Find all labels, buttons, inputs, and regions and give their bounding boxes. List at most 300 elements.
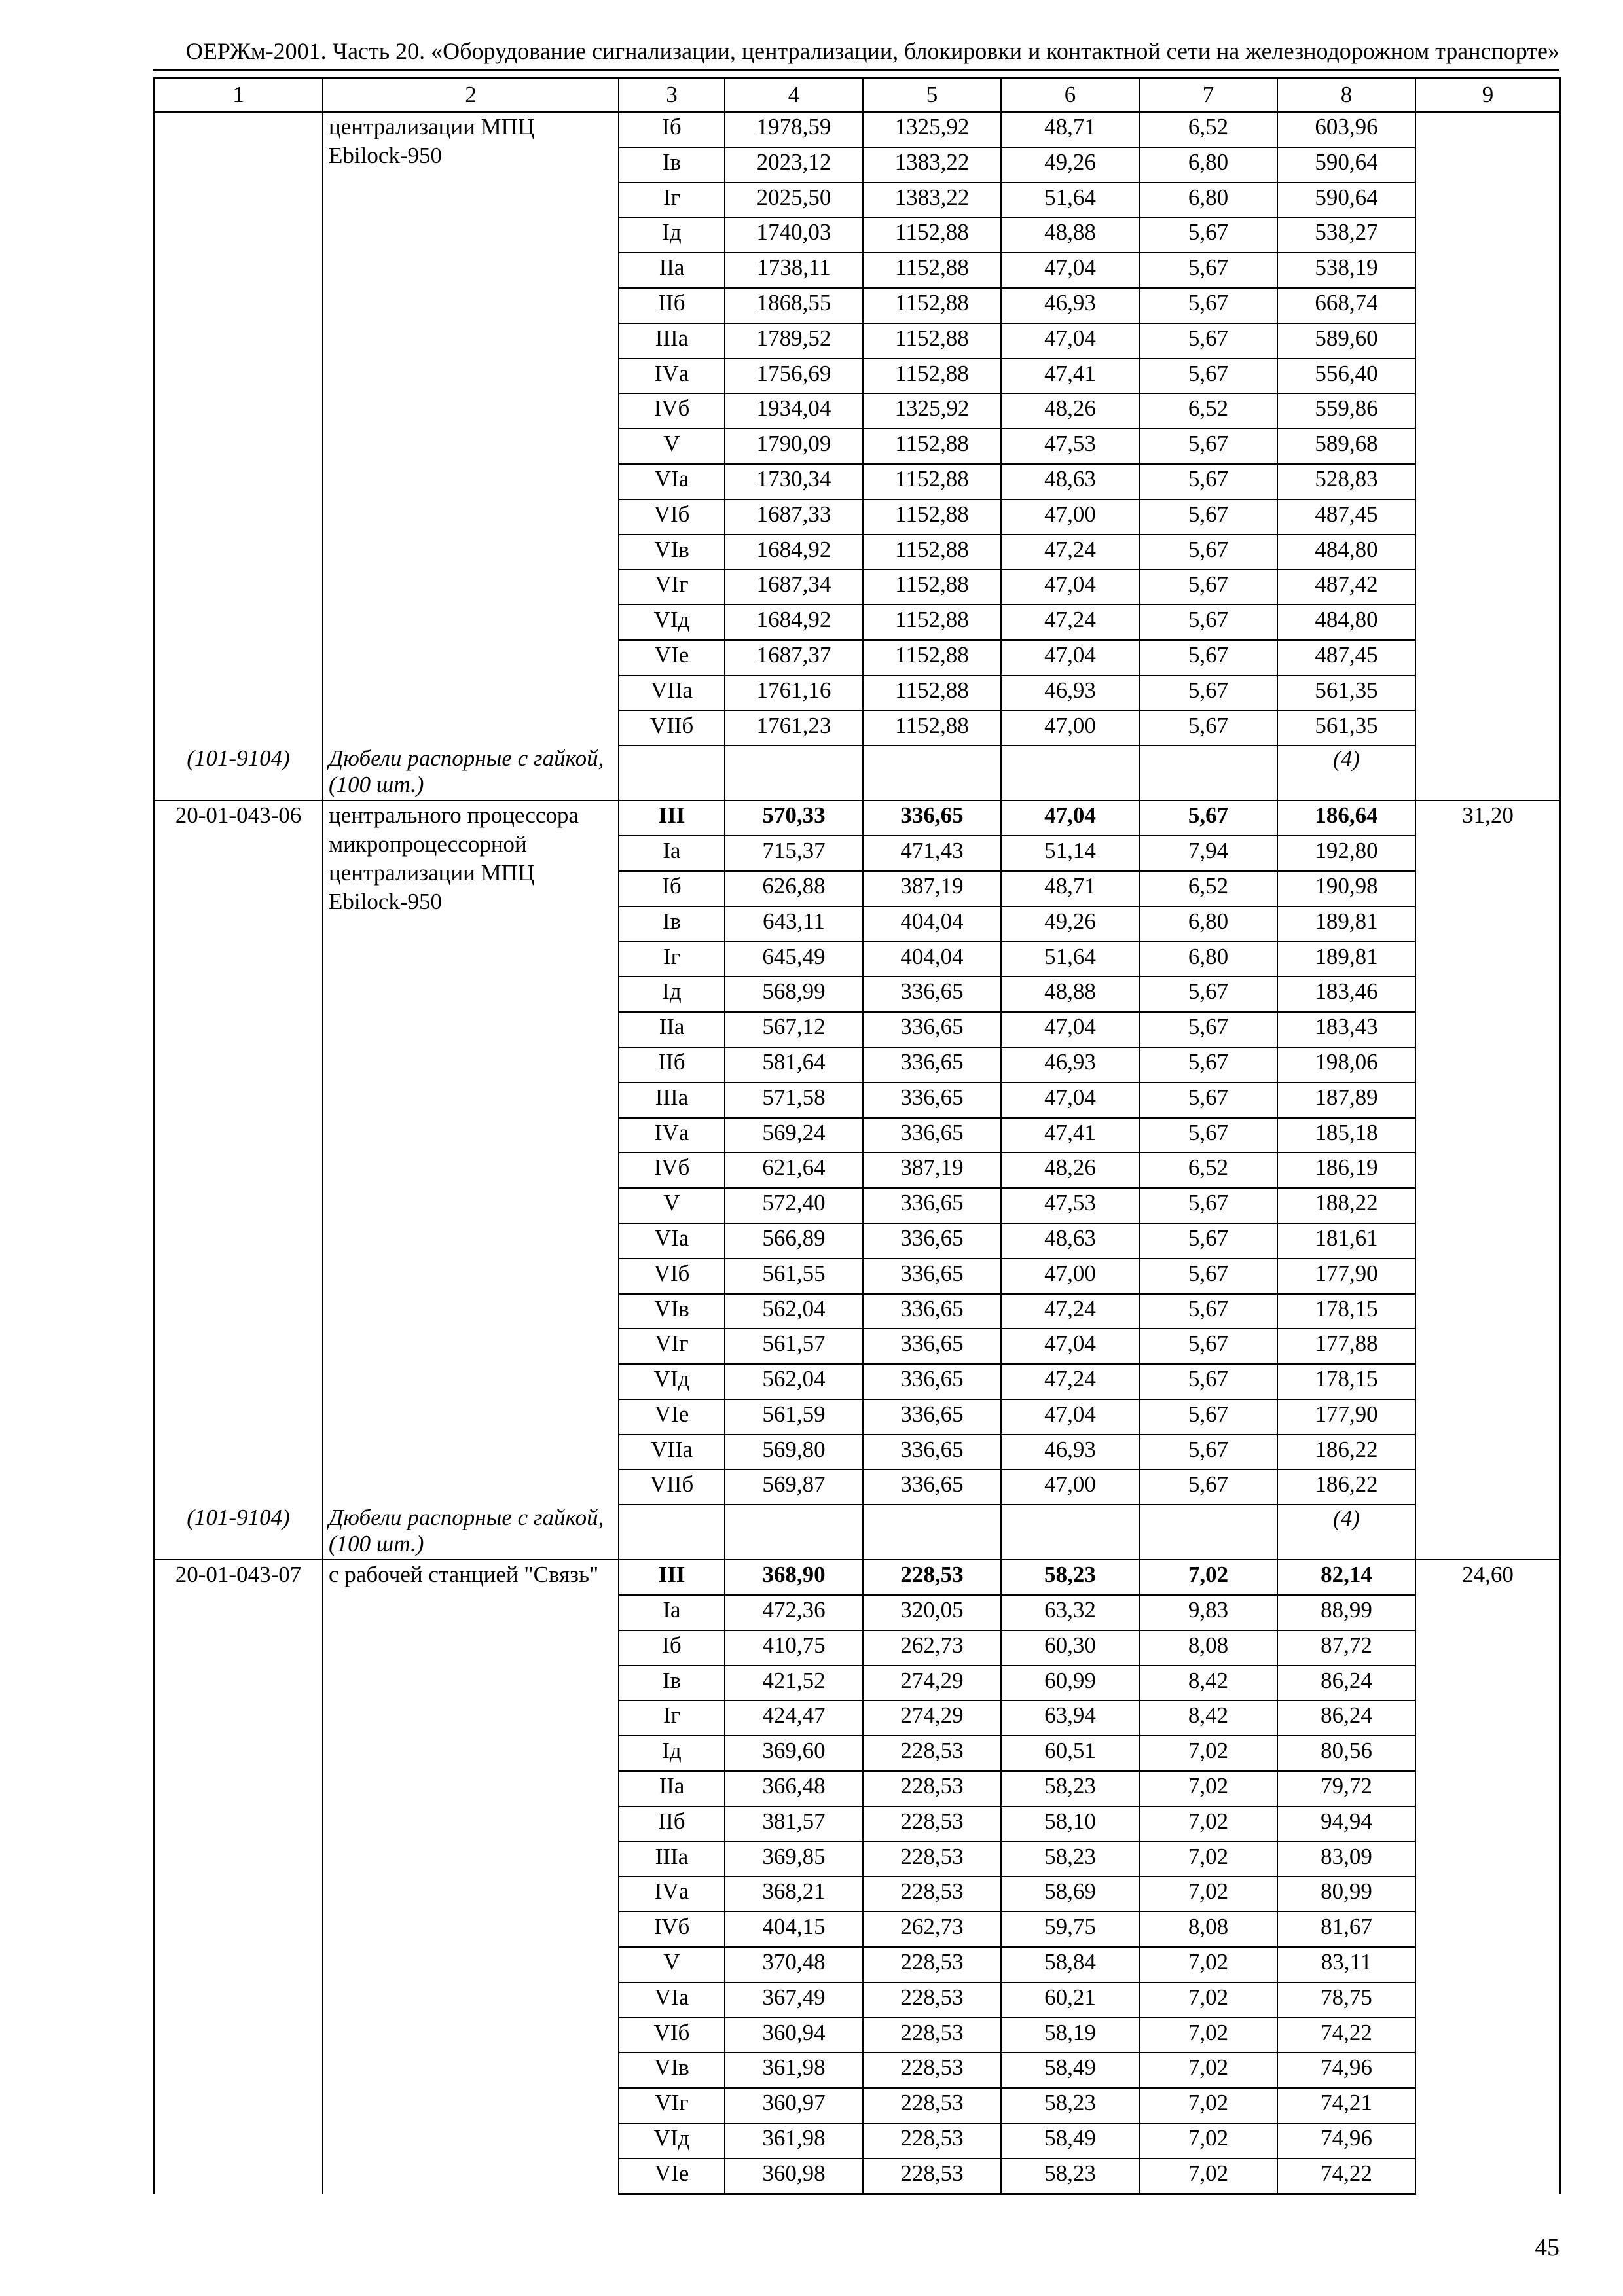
zone-cell: Iг	[619, 183, 725, 218]
value-cell: 5,67	[1139, 1223, 1277, 1259]
value-cell: 228,53	[863, 1842, 1001, 1877]
value-cell: 561,35	[1277, 711, 1415, 746]
value-cell: 74,96	[1277, 2123, 1415, 2159]
value-cell: 404,04	[863, 942, 1001, 977]
value-cell: 228,53	[863, 1806, 1001, 1842]
value-cell: 63,94	[1001, 1700, 1139, 1736]
zone-cell: VIа	[619, 1982, 725, 2018]
value-cell: 47,04	[1001, 1399, 1139, 1435]
value-cell: 49,26	[1001, 906, 1139, 942]
value-cell: 88,99	[1277, 1595, 1415, 1630]
value-cell: 1152,88	[863, 569, 1001, 605]
value-cell: 228,53	[863, 1947, 1001, 1982]
note-quantity: (4)	[1277, 1505, 1415, 1560]
value-cell: 228,53	[863, 1876, 1001, 1912]
value-cell: 47,00	[1001, 1469, 1139, 1505]
zone-cell: VIв	[619, 2053, 725, 2088]
value-cell: 5,67	[1139, 1083, 1277, 1118]
value-cell: 570,33	[725, 800, 863, 836]
zone-cell: IIа	[619, 1771, 725, 1806]
value-cell: 410,75	[725, 1630, 863, 1666]
value-cell: 1152,88	[863, 640, 1001, 675]
value-cell: 5,67	[1139, 1294, 1277, 1329]
value-cell: 228,53	[863, 2018, 1001, 2053]
zone-cell: VIд	[619, 605, 725, 640]
note-code: (101-9104)	[154, 745, 323, 800]
value-cell: 5,67	[1139, 499, 1277, 535]
value-cell: 188,22	[1277, 1188, 1415, 1223]
table-body	[154, 78, 1560, 2194]
value-cell: 60,30	[1001, 1630, 1139, 1666]
value-cell: 47,41	[1001, 1118, 1139, 1153]
value-cell: 58,23	[1001, 1771, 1139, 1806]
empty-cell	[1001, 745, 1139, 800]
value-cell: 51,64	[1001, 942, 1139, 977]
value-cell: 79,72	[1277, 1771, 1415, 1806]
value-cell: 5,67	[1139, 1012, 1277, 1047]
value-cell: 424,47	[725, 1700, 863, 1736]
value-cell: 5,67	[1139, 977, 1277, 1012]
value-cell: 645,49	[725, 942, 863, 977]
value-cell: 1934,04	[725, 393, 863, 429]
value-cell: 185,18	[1277, 1118, 1415, 1153]
zone-cell: V	[619, 1188, 725, 1223]
value-cell: 5,67	[1139, 253, 1277, 288]
value-cell: 178,15	[1277, 1364, 1415, 1399]
value-cell: 187,89	[1277, 1083, 1415, 1118]
empty-cell	[863, 745, 1001, 800]
zone-cell: VIг	[619, 569, 725, 605]
value-cell: 1730,34	[725, 464, 863, 499]
value-cell: 336,65	[863, 800, 1001, 836]
value-cell: 1868,55	[725, 288, 863, 323]
value-cell: 177,88	[1277, 1329, 1415, 1364]
value-cell: 1152,88	[863, 464, 1001, 499]
value-cell: 58,49	[1001, 2053, 1139, 2088]
value-cell: 381,57	[725, 1806, 863, 1842]
value-cell: 1325,92	[863, 393, 1001, 429]
zone-cell: VIд	[619, 2123, 725, 2159]
value-cell: 336,65	[863, 1469, 1001, 1505]
value-cell: 5,67	[1139, 1469, 1277, 1505]
item-name: центрального процессора микропроцессорной централизации МПЦ Ebilock-950	[323, 800, 619, 1505]
value-cell: 228,53	[863, 1560, 1001, 1595]
value-cell: 621,64	[725, 1153, 863, 1188]
value-cell: 569,80	[725, 1435, 863, 1470]
value-cell: 177,90	[1277, 1399, 1415, 1435]
value-cell: 60,99	[1001, 1666, 1139, 1701]
value-cell: 58,23	[1001, 2088, 1139, 2123]
value-cell: 74,96	[1277, 2053, 1415, 2088]
value-cell: 566,89	[725, 1223, 863, 1259]
column-number: 6	[1001, 78, 1139, 112]
value-cell: 7,02	[1139, 2088, 1277, 2123]
value-cell: 47,24	[1001, 605, 1139, 640]
value-cell: 274,29	[863, 1666, 1001, 1701]
value-cell: 58,23	[1001, 1842, 1139, 1877]
value-cell: 274,29	[863, 1700, 1001, 1736]
column-number: 3	[619, 78, 725, 112]
value-cell: 58,69	[1001, 1876, 1139, 1912]
value-cell: 6,52	[1139, 871, 1277, 906]
value-cell: 5,67	[1139, 711, 1277, 746]
zone-cell: Iа	[619, 836, 725, 871]
value-cell: 562,04	[725, 1294, 863, 1329]
value-cell: 58,19	[1001, 2018, 1139, 2053]
value-cell: 1152,88	[863, 323, 1001, 359]
value-cell: 48,71	[1001, 871, 1139, 906]
empty-cell	[619, 1505, 725, 1560]
zone-cell: VIе	[619, 2159, 725, 2194]
value-cell: 5,67	[1139, 1364, 1277, 1399]
zone-cell: IIIа	[619, 1842, 725, 1877]
value-cell: 562,04	[725, 1364, 863, 1399]
value-cell: 63,32	[1001, 1595, 1139, 1630]
value-cell: 5,67	[1139, 640, 1277, 675]
value-cell: 487,42	[1277, 569, 1415, 605]
value-cell: 715,37	[725, 836, 863, 871]
value-cell: 58,49	[1001, 2123, 1139, 2159]
zone-cell: V	[619, 429, 725, 464]
value-cell: 48,88	[1001, 977, 1139, 1012]
value-cell: 177,90	[1277, 1259, 1415, 1294]
value-cell: 228,53	[863, 1736, 1001, 1771]
zone-cell: VIг	[619, 2088, 725, 2123]
zone-cell: VIб	[619, 2018, 725, 2053]
value-cell: 6,80	[1139, 942, 1277, 977]
value-cell: 1687,33	[725, 499, 863, 535]
value-cell: 404,15	[725, 1912, 863, 1947]
value-cell: 86,24	[1277, 1666, 1415, 1701]
value-cell: 1761,23	[725, 711, 863, 746]
value-cell: 2023,12	[725, 147, 863, 183]
value-cell: 47,53	[1001, 1188, 1139, 1223]
value-cell: 7,02	[1139, 1771, 1277, 1806]
column-number: 5	[863, 78, 1001, 112]
value-cell: 8,42	[1139, 1666, 1277, 1701]
table-row	[154, 112, 1560, 147]
value-cell: 8,08	[1139, 1912, 1277, 1947]
value-cell: 82,14	[1277, 1560, 1415, 1595]
zone-cell: VIIб	[619, 711, 725, 746]
zone-cell: Iа	[619, 1595, 725, 1630]
value-cell: 86,24	[1277, 1700, 1415, 1736]
value-cell: 228,53	[863, 2159, 1001, 2194]
value-cell: 336,65	[863, 1435, 1001, 1470]
value-cell: 484,80	[1277, 605, 1415, 640]
value-cell: 1152,88	[863, 359, 1001, 394]
value-cell: 421,52	[725, 1666, 863, 1701]
zone-cell: VIв	[619, 535, 725, 570]
zone-cell: IVб	[619, 393, 725, 429]
value-cell: 336,65	[863, 1399, 1001, 1435]
value-cell: 484,80	[1277, 535, 1415, 570]
zone-cell: VIа	[619, 464, 725, 499]
zone-cell: VIе	[619, 1399, 725, 1435]
value-cell: 49,26	[1001, 147, 1139, 183]
value-cell: 228,53	[863, 2053, 1001, 2088]
value-cell: 228,53	[863, 2123, 1001, 2159]
running-header: ОЕРЖм-2001. Часть 20. «Оборудование сигнализации, централизации, блокировки и контактной сети на железнодорожном транспорте»	[153, 37, 1559, 71]
value-cell: 668,74	[1277, 288, 1415, 323]
value-cell: 472,36	[725, 1595, 863, 1630]
value-cell: 7,02	[1139, 1736, 1277, 1771]
value-cell: 189,81	[1277, 906, 1415, 942]
value-cell: 404,04	[863, 906, 1001, 942]
value-cell: 360,98	[725, 2159, 863, 2194]
value-cell: 589,60	[1277, 323, 1415, 359]
value-cell: 369,85	[725, 1842, 863, 1877]
value-cell: 581,64	[725, 1047, 863, 1083]
item-code: 20-01-043-07	[154, 1560, 323, 2193]
value-cell: 1978,59	[725, 112, 863, 147]
zone-cell: IIб	[619, 1047, 725, 1083]
value-cell: 6,52	[1139, 1153, 1277, 1188]
value-cell: 336,65	[863, 1118, 1001, 1153]
value-cell: 47,00	[1001, 499, 1139, 535]
value-cell: 228,53	[863, 2088, 1001, 2123]
value-cell: 5,67	[1139, 535, 1277, 570]
value-cell: 336,65	[863, 1083, 1001, 1118]
value-cell: 487,45	[1277, 499, 1415, 535]
value-cell: 1152,88	[863, 499, 1001, 535]
value-cell: 46,93	[1001, 288, 1139, 323]
value-cell: 1325,92	[863, 112, 1001, 147]
value-cell: 189,81	[1277, 942, 1415, 977]
item-code	[154, 112, 323, 745]
material-note-row	[154, 1505, 1560, 1560]
value-cell: 5,67	[1139, 1329, 1277, 1364]
value-cell: 361,98	[725, 2123, 863, 2159]
value-cell: 5,67	[1139, 1118, 1277, 1153]
empty-cell	[619, 745, 725, 800]
zone-cell: VIIа	[619, 675, 725, 711]
note-text: Дюбели распорные с гайкой, (100 шт.)	[323, 1505, 619, 1560]
value-cell: 528,83	[1277, 464, 1415, 499]
value-cell: 48,63	[1001, 464, 1139, 499]
zone-cell: IIб	[619, 1806, 725, 1842]
empty-cell	[725, 745, 863, 800]
value-cell: 87,72	[1277, 1630, 1415, 1666]
zone-cell: IVа	[619, 1118, 725, 1153]
value-cell: 6,80	[1139, 183, 1277, 218]
value-cell: 360,97	[725, 2088, 863, 2123]
value-cell: 336,65	[863, 1223, 1001, 1259]
value-cell: 5,67	[1139, 800, 1277, 836]
value-cell: 626,88	[725, 871, 863, 906]
empty-cell	[1139, 1505, 1277, 1560]
value-cell: 5,67	[1139, 359, 1277, 394]
value-cell: 48,26	[1001, 1153, 1139, 1188]
zone-cell: V	[619, 1947, 725, 1982]
value-cell: 336,65	[863, 1047, 1001, 1083]
value-cell: 1684,92	[725, 535, 863, 570]
value-cell: 186,64	[1277, 800, 1415, 836]
value-cell: 369,60	[725, 1736, 863, 1771]
value-cell: 571,58	[725, 1083, 863, 1118]
zone-cell: IIIа	[619, 323, 725, 359]
value-cell: 262,73	[863, 1630, 1001, 1666]
value-cell: 603,96	[1277, 112, 1415, 147]
zone-cell: VIг	[619, 1329, 725, 1364]
value-cell: 336,65	[863, 1329, 1001, 1364]
value-cell: 183,46	[1277, 977, 1415, 1012]
value-cell: 1684,92	[725, 605, 863, 640]
zone-cell: IIа	[619, 1012, 725, 1047]
note-quantity: (4)	[1277, 745, 1415, 800]
value-cell: 569,87	[725, 1469, 863, 1505]
value-cell: 1761,16	[725, 675, 863, 711]
value-cell: 47,04	[1001, 323, 1139, 359]
value-cell: 60,21	[1001, 1982, 1139, 2018]
value-cell: 47,24	[1001, 535, 1139, 570]
value-cell: 7,02	[1139, 2053, 1277, 2088]
value-cell: 47,00	[1001, 1259, 1139, 1294]
value-cell: 178,15	[1277, 1294, 1415, 1329]
value-cell: 186,22	[1277, 1469, 1415, 1505]
zone-cell: Iв	[619, 906, 725, 942]
column-number: 1	[154, 78, 323, 112]
empty-cell	[1001, 1505, 1139, 1560]
zone-cell: Iд	[619, 1736, 725, 1771]
value-cell: 228,53	[863, 1982, 1001, 2018]
item-name: централизации МПЦ Ebilock-950	[323, 112, 619, 745]
value-cell: 190,98	[1277, 871, 1415, 906]
value-cell: 58,23	[1001, 2159, 1139, 2194]
value-cell: 47,53	[1001, 429, 1139, 464]
zone-cell: VIIб	[619, 1469, 725, 1505]
value-cell: 5,67	[1139, 464, 1277, 499]
value-cell: 47,00	[1001, 711, 1139, 746]
value-cell: 47,04	[1001, 1329, 1139, 1364]
value-cell: 1152,88	[863, 253, 1001, 288]
value-cell: 487,45	[1277, 640, 1415, 675]
value-cell: 181,61	[1277, 1223, 1415, 1259]
value-cell: 320,05	[863, 1595, 1001, 1630]
value-cell: 368,21	[725, 1876, 863, 1912]
value-cell: 81,67	[1277, 1912, 1415, 1947]
value-cell: 47,04	[1001, 1083, 1139, 1118]
value-cell: 7,02	[1139, 1947, 1277, 1982]
value-cell: 78,75	[1277, 1982, 1415, 2018]
value-cell: 46,93	[1001, 675, 1139, 711]
zone-cell: Iб	[619, 1630, 725, 1666]
value-cell: 5,67	[1139, 1435, 1277, 1470]
empty-cell	[1139, 745, 1277, 800]
value-cell: 1152,88	[863, 675, 1001, 711]
value-cell: 47,04	[1001, 569, 1139, 605]
value-cell: 590,64	[1277, 147, 1415, 183]
value-cell: 7,02	[1139, 2159, 1277, 2194]
value-cell: 47,24	[1001, 1294, 1139, 1329]
value-cell: 336,65	[863, 1364, 1001, 1399]
value-cell: 1756,69	[725, 359, 863, 394]
item-code: 20-01-043-06	[154, 800, 323, 1505]
value-cell: 1152,88	[863, 605, 1001, 640]
value-cell: 7,94	[1139, 836, 1277, 871]
value-cell: 51,64	[1001, 183, 1139, 218]
value-cell: 366,48	[725, 1771, 863, 1806]
zone-cell: Iг	[619, 1700, 725, 1736]
value-cell: 94,94	[1277, 1806, 1415, 1842]
value-cell: 5,67	[1139, 323, 1277, 359]
value-cell: 183,43	[1277, 1012, 1415, 1047]
zone-cell: Iг	[619, 942, 725, 977]
zone-cell: VIв	[619, 1294, 725, 1329]
value-cell: 9,83	[1139, 1595, 1277, 1630]
zone-cell: Iв	[619, 147, 725, 183]
value-cell: 336,65	[863, 1188, 1001, 1223]
labor-cost: 24,60	[1415, 1560, 1560, 2193]
value-cell: 1152,88	[863, 711, 1001, 746]
zone-cell: VIб	[619, 1259, 725, 1294]
zone-cell: Iд	[619, 217, 725, 253]
note-code: (101-9104)	[154, 1505, 323, 1560]
value-cell: 74,21	[1277, 2088, 1415, 2123]
value-cell: 7,02	[1139, 2123, 1277, 2159]
table-row	[154, 800, 1560, 836]
value-cell: 5,67	[1139, 675, 1277, 711]
value-cell: 368,90	[725, 1560, 863, 1595]
value-cell: 58,10	[1001, 1806, 1139, 1842]
value-cell: 5,67	[1139, 1259, 1277, 1294]
value-cell: 80,99	[1277, 1876, 1415, 1912]
value-cell: 7,02	[1139, 1876, 1277, 1912]
value-cell: 361,98	[725, 2053, 863, 2088]
value-cell: 360,94	[725, 2018, 863, 2053]
value-cell: 5,67	[1139, 1047, 1277, 1083]
column-number-row	[154, 78, 1560, 112]
zone-cell: IIIа	[619, 1083, 725, 1118]
value-cell: 7,02	[1139, 1982, 1277, 2018]
item-name: с рабочей станцией "Связь"	[323, 1560, 619, 2193]
value-cell: 47,04	[1001, 1012, 1139, 1047]
value-cell: 1383,22	[863, 183, 1001, 218]
value-cell: 561,57	[725, 1329, 863, 1364]
column-number: 2	[323, 78, 619, 112]
value-cell: 568,99	[725, 977, 863, 1012]
value-cell: 80,56	[1277, 1736, 1415, 1771]
value-cell: 6,52	[1139, 112, 1277, 147]
material-note-row	[154, 745, 1560, 800]
zone-cell: VIIа	[619, 1435, 725, 1470]
value-cell: 387,19	[863, 871, 1001, 906]
zone-cell: VIб	[619, 499, 725, 535]
value-cell: 387,19	[863, 1153, 1001, 1188]
value-cell: 589,68	[1277, 429, 1415, 464]
value-cell: 1152,88	[863, 288, 1001, 323]
value-cell: 83,11	[1277, 1947, 1415, 1982]
labor-cost: 31,20	[1415, 800, 1560, 1560]
value-cell: 556,40	[1277, 359, 1415, 394]
zone-cell: III	[619, 1560, 725, 1595]
note-text: Дюбели распорные с гайкой, (100 шт.)	[323, 745, 619, 800]
value-cell: 1152,88	[863, 217, 1001, 253]
value-cell: 561,35	[1277, 675, 1415, 711]
value-cell: 7,02	[1139, 1842, 1277, 1877]
value-cell: 51,14	[1001, 836, 1139, 871]
value-cell: 58,84	[1001, 1947, 1139, 1982]
value-cell: 58,23	[1001, 1560, 1139, 1595]
value-cell: 46,93	[1001, 1435, 1139, 1470]
value-cell: 1383,22	[863, 147, 1001, 183]
value-cell: 5,67	[1139, 429, 1277, 464]
value-cell: 186,22	[1277, 1435, 1415, 1470]
value-cell: 572,40	[725, 1188, 863, 1223]
value-cell: 370,48	[725, 1947, 863, 1982]
zone-cell: Iб	[619, 112, 725, 147]
zone-cell: IIа	[619, 253, 725, 288]
